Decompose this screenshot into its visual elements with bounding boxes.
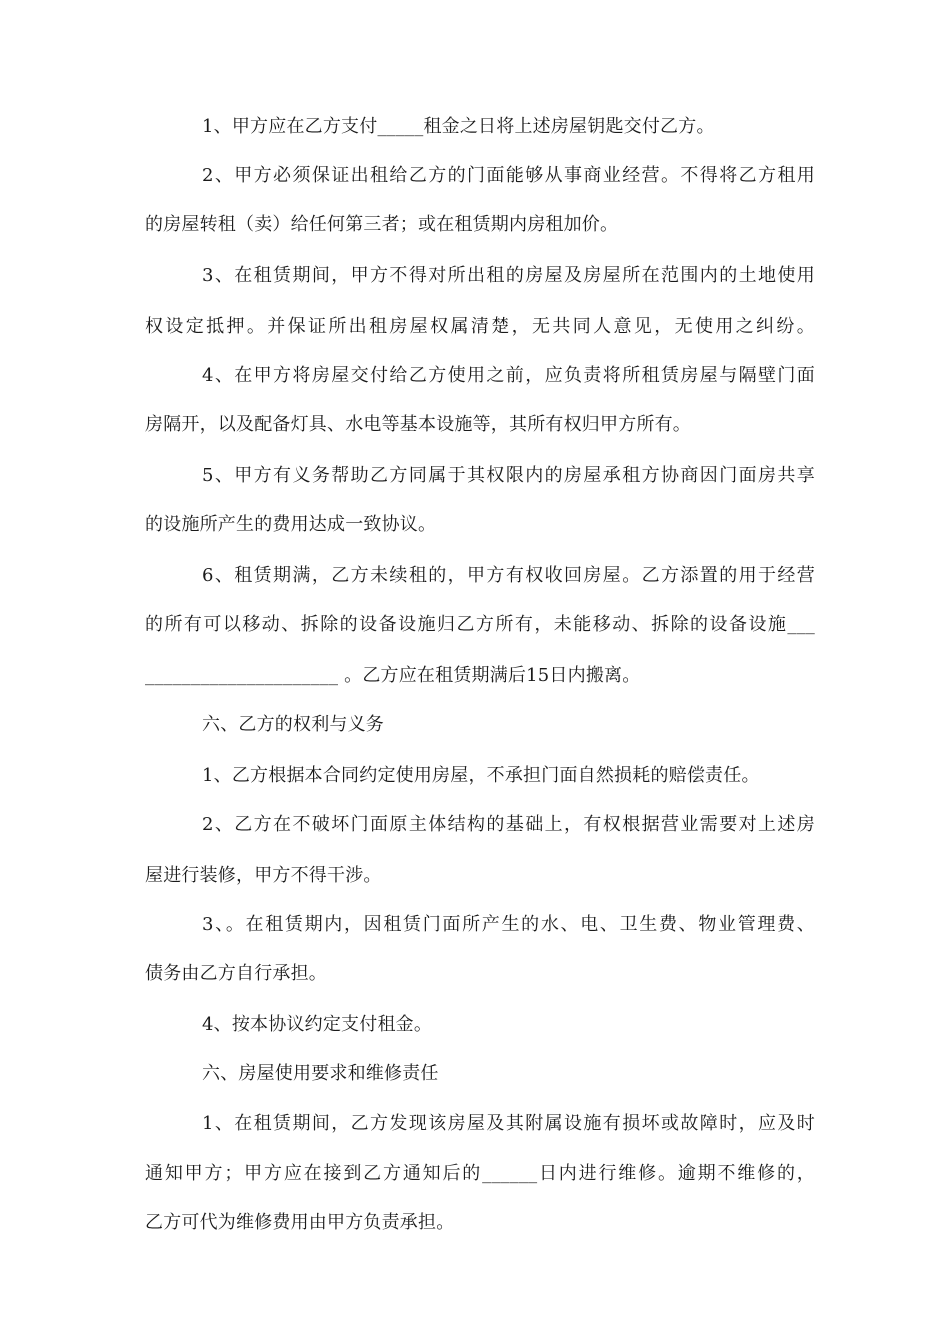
clause-line: 5、甲方有义务帮助乙方同属于其权限内的房屋承租方协商因门面房共享 — [202, 465, 815, 486]
clause-line: 2、乙方在不破坏门面原主体结构的基础上，有权根据营业需要对上述房 — [202, 814, 815, 835]
clause-line: 4、在甲方将房屋交付给乙方使用之前，应负责将所租赁房屋与隔壁门面 — [202, 365, 815, 386]
clause-line: 1、乙方根据本合同约定使用房屋，不承担门面自然损耗的赔偿责任。 — [202, 765, 760, 786]
clause-line: 1、甲方应在乙方支付_____租金之日将上述房屋钥匙交付乙方。 — [202, 116, 715, 137]
clause-line: 3、。在租赁期内，因租赁门面所产生的水、电、卫生费、物业管理费、 — [202, 914, 815, 935]
section-heading: 六、乙方的权利与义务 — [202, 714, 384, 735]
clause-line: _____________________ 。乙方应在租赁期满后15日内搬离。 — [145, 665, 641, 686]
clause-line: 通知甲方；甲方应在接到乙方通知后的______日内进行维修。逾期不维修的， — [145, 1163, 815, 1184]
clause-line: 的设施所产生的费用达成一致协议。 — [145, 514, 437, 535]
section-heading: 六、房屋使用要求和维修责任 — [202, 1063, 439, 1084]
clause-line: 的房屋转租（卖）给任何第三者；或在租赁期内房租加价。 — [145, 214, 619, 235]
clause-line: 4、按本协议约定支付租金。 — [202, 1014, 433, 1035]
clause-line: 房隔开，以及配备灯具、水电等基本设施等，其所有权归甲方所有。 — [145, 414, 691, 435]
clause-line: 债务由乙方自行承担。 — [145, 963, 327, 984]
clause-line: 2、甲方必须保证出租给乙方的门面能够从事商业经营。不得将乙方租用 — [202, 165, 815, 186]
clause-line: 3、在租赁期间，甲方不得对所出租的房屋及房屋所在范围内的土地使用 — [202, 265, 815, 286]
clause-line: 权设定抵押。并保证所出租房屋权属清楚，无共同人意见，无使用之纠纷。 — [145, 316, 815, 337]
clause-line: 1、在租赁期间，乙方发现该房屋及其附属设施有损坏或故障时，应及时 — [202, 1113, 815, 1134]
clause-line: 的所有可以移动、拆除的设备设施归乙方所有，未能移动、拆除的设备设施___ — [145, 614, 815, 635]
clause-line: 屋进行装修，甲方不得干涉。 — [145, 865, 382, 886]
clause-line: 6、租赁期满，乙方未续租的，甲方有权收回房屋。乙方添置的用于经营 — [202, 565, 815, 586]
clause-line: 乙方可代为维修费用由甲方负责承担。 — [145, 1212, 455, 1233]
